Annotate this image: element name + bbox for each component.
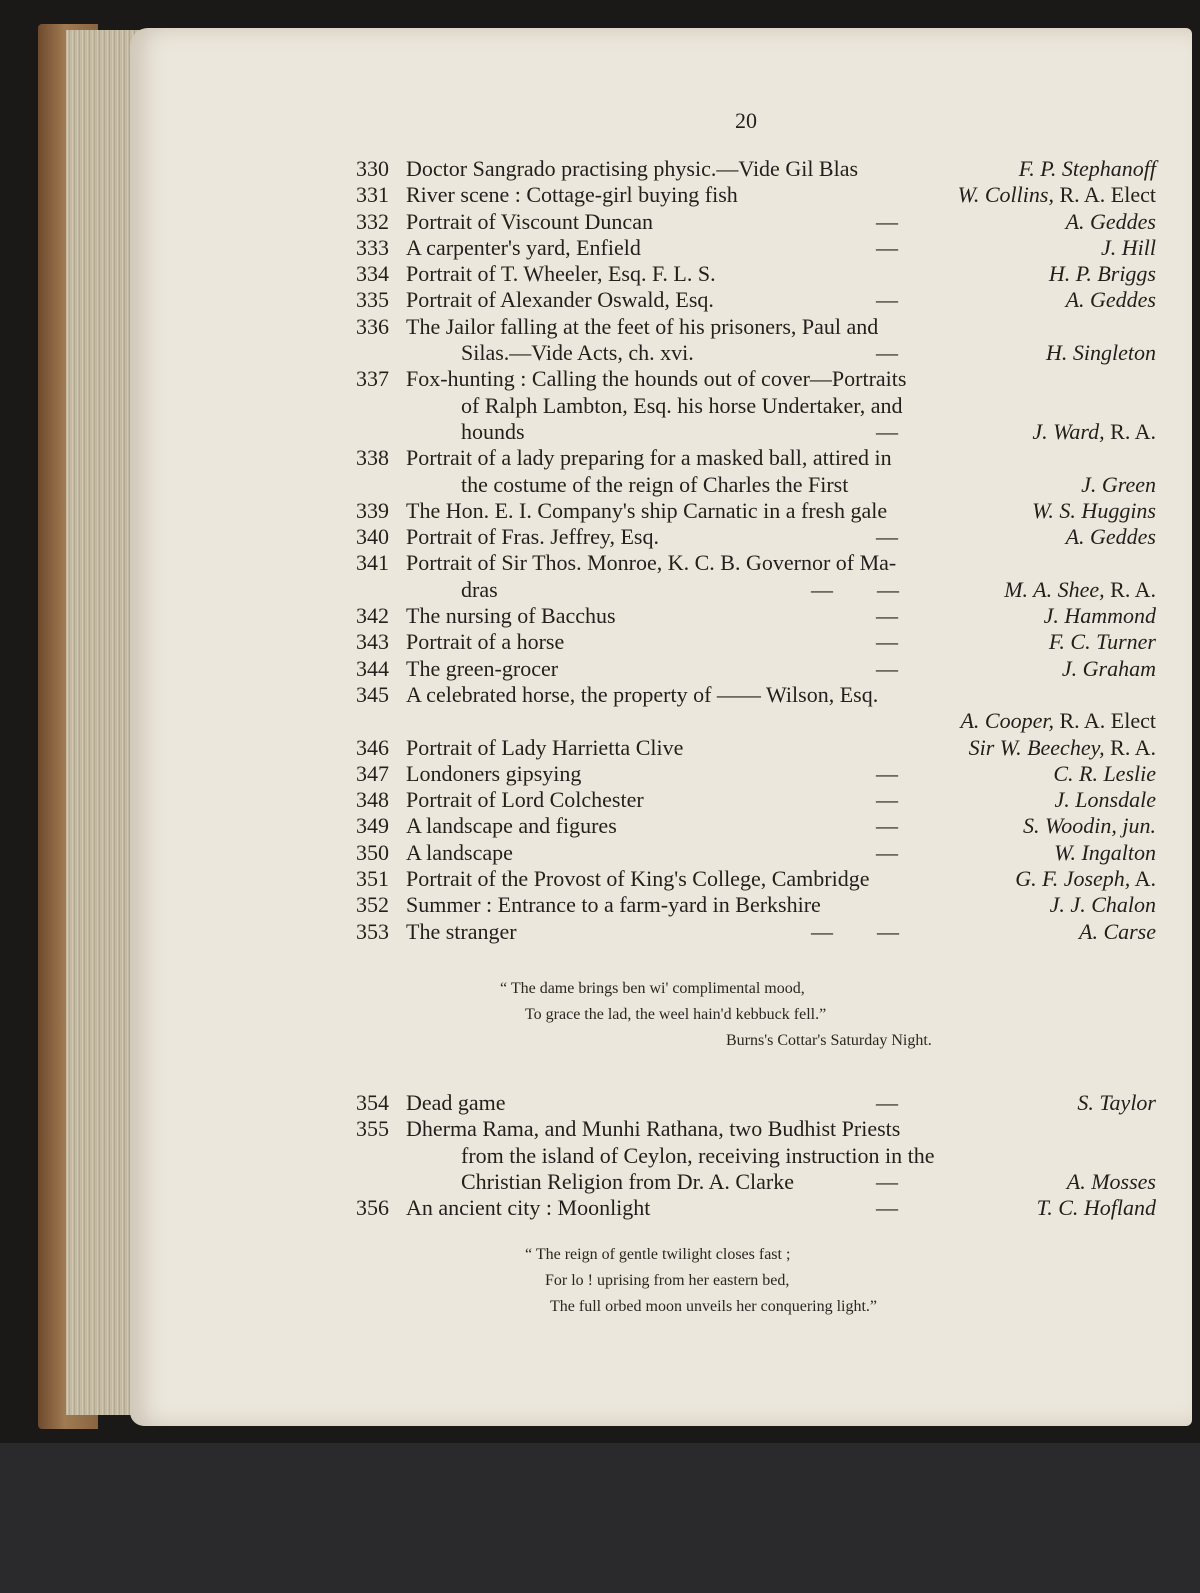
entry-title-continued: from the island of Ceylon, receiving instruction in the	[461, 1142, 935, 1168]
artist	[1066, 209, 1156, 235]
entry-number: 344	[356, 655, 389, 681]
artist-name: J. Hill	[1101, 234, 1156, 260]
entry-title: Londoners gipsying	[406, 760, 582, 786]
quotation-moonlight	[525, 1242, 878, 1320]
entry-title: Fox-hunting : Calling the hounds out of cover—Portraits	[406, 366, 907, 392]
entry-title: Portrait of Lord Colchester	[406, 787, 644, 813]
entry-number: 338	[356, 445, 389, 471]
artist	[958, 182, 1156, 208]
artist-title: R. A.	[1110, 576, 1156, 602]
entry-title: Portrait of Alexander Oswald, Esq.	[406, 287, 714, 313]
leader-dash: —	[876, 603, 898, 629]
entry-number: 332	[356, 208, 389, 234]
quote-line: To grace the lad, the weel hain'd kebbuck fell.”	[525, 1006, 827, 1023]
entry-line	[356, 287, 1156, 313]
entry-number: 351	[356, 866, 389, 892]
entry-number: 346	[356, 734, 389, 760]
leader-dash: —	[876, 340, 898, 366]
artist	[1019, 156, 1156, 182]
quote-line: The full orbed moon unveils her conquering light.”	[550, 1298, 878, 1315]
entry-title-continued: of Ralph Lambton, Esq. his horse Undertaker, and	[461, 392, 903, 418]
entry-line	[356, 735, 1156, 761]
leader-dash: —	[876, 839, 898, 865]
entry-line	[356, 1116, 1156, 1142]
catalogue-entry	[356, 629, 1156, 655]
entry-title: Portrait of Fras. Jeffrey, Esq.	[406, 524, 659, 550]
entry-line	[356, 577, 1156, 603]
catalogue-entry	[356, 209, 1156, 235]
entry-line	[356, 366, 1156, 392]
leader-dash: —	[876, 655, 898, 681]
entry-line	[356, 892, 1156, 918]
entry-line	[356, 840, 1156, 866]
artist-name: J. J. Chalon	[1049, 892, 1156, 918]
leader-dash: —	[876, 1195, 898, 1221]
entry-title: Doctor Sangrado practising physic.—Vide Gil Blas	[406, 156, 859, 181]
entry-number: 339	[356, 497, 389, 523]
quote-source: Burns's Cottar's Saturday Night.	[726, 1032, 932, 1049]
artist-name: A. Geddes	[1065, 524, 1156, 550]
artist	[1079, 919, 1156, 945]
entry-title: The green-grocer	[406, 655, 559, 681]
entry-title: Portrait of Lady Harrietta Clive	[406, 734, 684, 760]
catalogue-entry	[356, 235, 1156, 261]
artist	[1044, 603, 1156, 629]
artist	[1066, 287, 1156, 313]
entry-line	[356, 1143, 1156, 1169]
artist-name: J. Graham	[1061, 655, 1156, 681]
artist-name: S. Woodin, jun.	[1022, 813, 1156, 839]
entry-number: 349	[356, 813, 389, 839]
catalogue-entry	[356, 603, 1156, 629]
entry-number: 343	[356, 629, 389, 655]
catalogue-entry	[356, 287, 1156, 313]
leader-dash: —	[876, 1168, 898, 1194]
artist	[969, 735, 1156, 761]
artist-name: J. Green	[1081, 471, 1156, 497]
entry-title: Dead game	[406, 1090, 506, 1115]
page-content	[130, 28, 1192, 1426]
catalogue-entry	[356, 761, 1156, 787]
entry-number: 352	[356, 892, 389, 918]
artist	[1053, 761, 1156, 787]
artist-name: H. Singleton	[1046, 340, 1156, 366]
entry-line	[356, 919, 1156, 945]
artist	[1050, 892, 1156, 918]
artist	[1081, 472, 1156, 498]
entry-line	[356, 314, 1156, 340]
artist-name: T. C. Hofland	[1036, 1195, 1156, 1221]
artist-name: W. Ingalton	[1054, 839, 1156, 865]
catalogue-entry	[356, 314, 1156, 367]
entry-title: The nursing of Bacchus	[406, 603, 616, 629]
entry-number: 347	[356, 760, 389, 786]
catalogue-entry	[356, 787, 1156, 813]
catalogue-entry	[356, 366, 1156, 445]
entry-line	[356, 419, 1156, 445]
background-band	[0, 1443, 1200, 1593]
artist-name: C. R. Leslie	[1053, 760, 1156, 786]
entry-number: 337	[356, 366, 389, 392]
catalogue-entry	[356, 524, 1156, 550]
entry-line	[356, 603, 1156, 629]
catalogue-entry	[356, 1195, 1156, 1221]
entry-number: 350	[356, 839, 389, 865]
artist-name: A. Geddes	[1065, 208, 1156, 234]
entry-line	[356, 340, 1156, 366]
leader-dash: —	[876, 287, 898, 313]
leader-dash: —	[876, 234, 898, 260]
entry-number: 342	[356, 603, 389, 629]
catalogue-entry	[356, 182, 1156, 208]
quotation-burns	[500, 976, 932, 1054]
catalogue-entry	[356, 550, 1156, 603]
entry-line	[356, 393, 1156, 419]
artist-title: R. A.	[1110, 734, 1156, 760]
artist	[1066, 524, 1156, 550]
entry-number: 341	[356, 550, 389, 576]
artist-name: W. Collins,	[957, 182, 1054, 208]
artist	[1023, 813, 1156, 839]
entry-line	[356, 682, 1156, 708]
entry-number: 345	[356, 681, 389, 707]
entry-title: Portrait of the Provost of King's College, Cambridge	[406, 866, 870, 892]
artist-name: Sir W. Beechey,	[968, 734, 1105, 760]
entry-number: 336	[356, 313, 389, 339]
entry-title: Portrait of a horse	[406, 629, 565, 655]
entry-number: 354	[356, 1090, 389, 1115]
catalogue-entry	[356, 735, 1156, 761]
entry-line	[356, 182, 1156, 208]
artist	[1049, 261, 1156, 287]
artist	[1062, 656, 1156, 682]
artist	[1054, 840, 1156, 866]
leader-dash: —	[876, 524, 898, 550]
entry-title: River scene : Cottage-girl buying fish	[406, 182, 738, 208]
entry-line	[356, 472, 1156, 498]
entry-title: An ancient city : Moonlight	[406, 1195, 651, 1221]
artist-title: A.	[1134, 866, 1156, 892]
quote-line: “ The reign of gentle twilight closes fast ;	[525, 1246, 791, 1263]
leader-dash: —	[876, 760, 898, 786]
entry-title-continued: Silas.—Vide Acts, ch. xvi.	[461, 340, 694, 366]
entry-title: The Jailor falling at the feet of his prisoners, Paul and	[406, 313, 879, 339]
catalogue-entries-continued	[356, 1090, 1156, 1221]
quote-line: “ The dame brings ben wi' complimental mood,	[500, 980, 805, 997]
entry-title: A landscape and figures	[406, 813, 617, 839]
entry-line	[356, 1195, 1156, 1221]
catalogue-entry	[356, 498, 1156, 524]
artist	[1004, 577, 1156, 603]
catalogue-entry	[356, 892, 1156, 918]
entry-title: Dherma Rama, and Munhi Rathana, two Budhist Priests	[406, 1116, 901, 1142]
leader-dash: —	[876, 629, 898, 655]
catalogue-entry	[356, 708, 1156, 734]
page-number: 20	[735, 108, 757, 133]
entry-title-continued: the costume of the reign of Charles the First	[461, 471, 849, 497]
entry-title: A landscape	[406, 839, 513, 865]
catalogue-entry	[356, 445, 1156, 498]
artist	[1049, 629, 1156, 655]
artist-name: J. Ward,	[1032, 418, 1105, 444]
entry-title: Portrait of Viscount Duncan	[406, 208, 653, 234]
artist-name: F. P. Stephanoff	[1018, 156, 1156, 181]
quote-line: For lo ! uprising from her eastern bed,	[545, 1272, 790, 1289]
entry-title-continued: dras	[461, 576, 498, 602]
entry-line	[356, 1169, 1156, 1195]
artist	[1055, 787, 1156, 813]
entry-title: A carpenter's yard, Enfield	[406, 234, 641, 260]
leader-dash: —	[876, 1090, 898, 1115]
entry-title: The stranger	[406, 918, 517, 944]
artist-name: H. P. Briggs	[1048, 261, 1156, 287]
leader-dash: —	[876, 208, 898, 234]
entry-line	[356, 524, 1156, 550]
catalogue-entry	[356, 840, 1156, 866]
artist-name: J. Lonsdale	[1054, 787, 1156, 813]
leader-dash: —	[876, 813, 898, 839]
entry-title: Summer : Entrance to a farm-yard in Berkshire	[406, 892, 821, 918]
entry-title: Portrait of Sir Thos. Monroe, K. C. B. Governor of Ma-	[406, 550, 897, 576]
catalogue-entry	[356, 1090, 1156, 1116]
entry-number: 330	[356, 156, 389, 181]
entry-line	[356, 761, 1156, 787]
entry-line	[356, 787, 1156, 813]
entry-line	[356, 1090, 1156, 1116]
entry-line	[356, 156, 1156, 182]
artist-name: A. Mosses	[1066, 1168, 1156, 1194]
entry-title: The Hon. E. I. Company's ship Carnatic in a fresh gale	[406, 497, 888, 523]
book-page	[130, 28, 1192, 1426]
entry-line	[356, 209, 1156, 235]
entry-number: 356	[356, 1195, 389, 1221]
catalogue-entry	[356, 261, 1156, 287]
artist	[960, 708, 1156, 734]
leader-dash: —	[876, 787, 898, 813]
artist	[1032, 419, 1156, 445]
catalogue-entry	[356, 813, 1156, 839]
entry-number: 333	[356, 234, 389, 260]
entry-line	[356, 629, 1156, 655]
entry-title: Portrait of a lady preparing for a masked ball, attired in	[406, 445, 892, 471]
artist	[1015, 866, 1156, 892]
leader-dash: — —	[811, 918, 899, 944]
artist-name: A. Carse	[1079, 918, 1156, 944]
artist	[1037, 1195, 1156, 1221]
catalogue-entry	[356, 682, 1156, 708]
entry-line	[356, 235, 1156, 261]
artist	[1067, 1169, 1156, 1195]
entry-line	[356, 708, 1156, 734]
entry-number: 331	[356, 182, 389, 208]
entry-line	[356, 656, 1156, 682]
entry-number: 353	[356, 918, 389, 944]
catalogue-entry	[356, 156, 1156, 182]
artist	[1032, 498, 1156, 524]
entry-number: 334	[356, 261, 389, 287]
catalogue-entry	[356, 1116, 1156, 1195]
artist-title: R. A. Elect	[1059, 182, 1156, 208]
artist-title: R. A. Elect	[1059, 708, 1156, 734]
artist-name: F. C. Turner	[1048, 629, 1156, 655]
artist-name: G. F. Joseph,	[1015, 866, 1131, 892]
leader-dash: — —	[811, 576, 899, 602]
entry-title-continued: Christian Religion from Dr. A. Clarke	[461, 1168, 795, 1194]
artist-name: A. Geddes	[1065, 287, 1156, 313]
entry-line	[356, 813, 1156, 839]
entry-number: 348	[356, 787, 389, 813]
artist-name: J. Hammond	[1043, 603, 1156, 629]
entry-line	[356, 261, 1156, 287]
entry-line	[356, 866, 1156, 892]
entry-line	[356, 498, 1156, 524]
artist-title: R. A.	[1110, 418, 1156, 444]
artist-name: A. Cooper,	[960, 708, 1054, 734]
leader-dash: —	[876, 418, 898, 444]
entry-title: Portrait of T. Wheeler, Esq. F. L. S.	[406, 261, 716, 287]
entry-title-continued: hounds	[461, 418, 525, 444]
entry-number: 355	[356, 1116, 389, 1142]
artist	[1101, 235, 1156, 261]
catalogue-entries	[356, 156, 1156, 945]
artist	[1077, 1090, 1156, 1116]
artist-name: M. A. Shee,	[1004, 576, 1105, 602]
catalogue-entry	[356, 656, 1156, 682]
entry-line	[356, 445, 1156, 471]
entry-line	[356, 550, 1156, 576]
catalogue-entry	[356, 919, 1156, 945]
artist-name: S. Taylor	[1077, 1090, 1156, 1115]
artist-name: W. S. Huggins	[1032, 497, 1156, 523]
entry-number: 340	[356, 524, 389, 550]
entry-title: A celebrated horse, the property of —— Wilson, Esq.	[406, 681, 879, 707]
artist	[1046, 340, 1156, 366]
catalogue-entry	[356, 866, 1156, 892]
entry-number: 335	[356, 287, 389, 313]
